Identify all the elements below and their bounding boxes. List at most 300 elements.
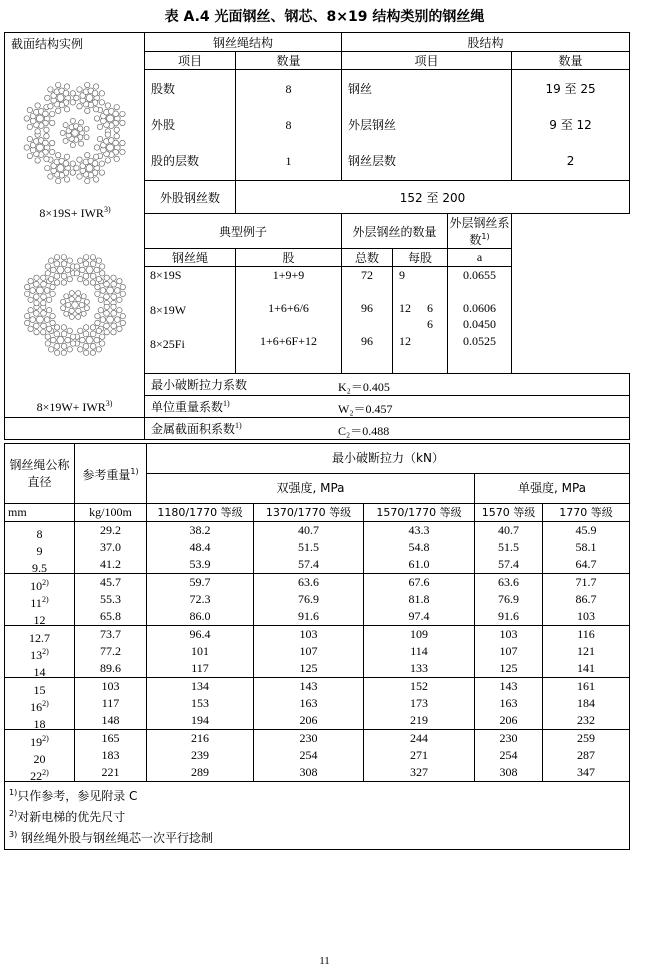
outer-strand	[86, 337, 93, 344]
force-value: 51.5	[498, 540, 519, 554]
outer-strand	[70, 170, 75, 175]
outer-strand	[61, 280, 66, 285]
force-value: 86.0	[189, 609, 211, 623]
force-value: 259	[577, 731, 596, 745]
outer-strand	[54, 325, 59, 330]
outer-count-header: 外层钢丝的数量	[342, 214, 448, 249]
outer-strand	[77, 174, 82, 179]
outer-strand	[104, 275, 109, 280]
outer-strand	[77, 104, 82, 109]
weight-value: 45.7	[100, 575, 121, 589]
outer-strand	[97, 136, 102, 141]
force-value: 271	[410, 748, 428, 762]
force-value: 51.5	[298, 540, 319, 554]
outer-strand	[46, 326, 51, 331]
structure-table	[4, 32, 630, 440]
outer-strand	[113, 140, 119, 146]
outer-strand	[45, 334, 50, 339]
weight-cell	[75, 678, 147, 730]
force-value: 163	[299, 696, 318, 710]
outer-strand	[83, 325, 88, 330]
header-diameter: 钢丝绳公称直径	[5, 444, 75, 504]
outer-strand	[24, 145, 29, 150]
rope-items-cell: 股数 外股 股的层数	[145, 70, 236, 181]
outer-strand	[90, 280, 95, 285]
outer-strand	[107, 316, 114, 323]
outer-strand	[104, 310, 110, 316]
outer-strand	[78, 328, 83, 333]
outer-strand	[45, 95, 50, 100]
col-strand: 股	[236, 249, 342, 267]
outer-strand	[74, 95, 79, 100]
force-value: 239	[191, 748, 209, 762]
force-cell	[254, 730, 364, 782]
outer-strand	[107, 115, 114, 122]
outer-strand	[90, 261, 96, 267]
outer-strand	[96, 258, 101, 263]
outer-strand	[120, 284, 125, 289]
force-cell	[147, 730, 254, 782]
force-value: 103	[577, 609, 596, 623]
force-cell	[475, 678, 543, 730]
force-cell	[475, 626, 543, 678]
force-value: 347	[577, 765, 596, 779]
outer-strand	[30, 288, 36, 294]
header-weight: 参考重量$^{1)}$	[75, 444, 147, 504]
outer-strand	[90, 350, 95, 355]
outer-strand	[114, 133, 119, 138]
col-per-strand: 每股	[393, 249, 448, 267]
outer-strand	[50, 313, 55, 318]
outer-strand	[54, 350, 59, 355]
force-value: 134	[191, 679, 209, 693]
strand-qty-cell: 19 至 25 9 至 12 2	[512, 70, 630, 181]
diameter-value: 12.7	[29, 631, 50, 645]
outer-strand	[28, 297, 33, 302]
outer-strand	[54, 273, 60, 279]
diameter-note-ref: 2)	[42, 734, 49, 743]
force-cell	[475, 522, 543, 574]
outer-strand	[95, 313, 100, 318]
outer-strand	[50, 120, 55, 125]
outer-strand	[54, 280, 59, 285]
outer-strand	[85, 82, 90, 87]
outer-strand	[105, 103, 110, 108]
weight-cell	[75, 574, 147, 626]
force-value: 76.9	[298, 592, 319, 606]
core-strand	[76, 314, 81, 319]
outer-strand	[27, 136, 32, 141]
force-value: 114	[410, 644, 428, 658]
force-value: 48.4	[189, 540, 211, 554]
force-value: 161	[577, 679, 596, 693]
outer-strand	[41, 281, 47, 287]
core-strand	[84, 135, 89, 140]
typical-examples-header: 典型例子	[145, 214, 342, 249]
force-value: 86.7	[575, 592, 597, 606]
force-value: 232	[577, 713, 596, 727]
outer-strand	[46, 308, 51, 313]
diameter-value: 15	[33, 683, 46, 697]
outer-strand	[104, 281, 110, 287]
core-strand	[76, 291, 81, 296]
outer-strand	[74, 271, 79, 276]
force-value: 40.7	[498, 523, 519, 537]
core-strand	[69, 308, 74, 313]
force-cell	[254, 522, 364, 574]
outer-strand	[93, 154, 98, 159]
diameter-value: 11	[30, 596, 42, 610]
outer-strand	[57, 266, 64, 273]
outer-strand	[67, 276, 72, 281]
force-cell	[364, 678, 475, 730]
weight-value: 165	[101, 731, 120, 745]
strand-qty-label: 数量	[512, 52, 630, 70]
header-dual-strength: 双强度, MPa	[147, 474, 475, 504]
force-cell	[147, 678, 254, 730]
diameter-value: 8	[36, 527, 43, 541]
outer-strand	[48, 174, 53, 179]
force-value: 97.4	[408, 609, 430, 623]
outer-strand	[93, 177, 98, 182]
outer-strand	[94, 116, 99, 121]
force-value: 143	[299, 679, 318, 693]
grade-1370: 1370/1770 等级	[254, 504, 364, 522]
force-value: 109	[410, 627, 428, 641]
outer-strand	[99, 91, 104, 96]
outer-strand	[55, 82, 60, 87]
core-strand	[79, 302, 84, 307]
diameter-value: 22	[30, 769, 43, 783]
force-value: 63.6	[298, 575, 319, 589]
outer-strand	[63, 90, 69, 96]
outer-strand	[41, 329, 46, 334]
outer-strand	[36, 287, 43, 294]
force-value: 64.7	[575, 557, 597, 571]
weight-value: 183	[101, 748, 120, 762]
outer-strand	[70, 91, 75, 96]
outer-strand	[57, 337, 64, 344]
notes-cell	[5, 782, 630, 850]
force-value: 63.6	[498, 575, 519, 589]
outer-strand	[93, 107, 98, 112]
force-value: 244	[410, 731, 428, 745]
outer-strand	[44, 156, 49, 161]
outer-strand	[111, 275, 116, 280]
caption-8x19w-cell: $8\times 19W+ IWR^{3)}$	[5, 418, 145, 440]
outer-strand	[86, 266, 93, 273]
diameter-value: 16	[30, 700, 43, 714]
diameter-cell	[5, 574, 75, 626]
diameter-value: 20	[33, 752, 46, 766]
outer-strand	[70, 334, 75, 339]
note-2: $^{2)}$对新电梯的优先尺寸	[9, 809, 126, 824]
outer-strand	[44, 288, 50, 294]
force-cell	[364, 730, 475, 782]
outer-strand	[27, 153, 32, 158]
force-value: 54.8	[408, 540, 430, 554]
outer-strand	[45, 271, 50, 276]
force-value: 219	[410, 713, 428, 727]
outer-strand	[41, 275, 46, 280]
outer-strand	[48, 276, 53, 281]
outer-strand	[83, 261, 89, 267]
outer-strand	[50, 267, 56, 273]
outer-strand	[120, 140, 125, 145]
outer-strand	[85, 152, 90, 157]
outer-strand	[83, 280, 88, 285]
outer-strand	[111, 294, 117, 300]
force-value: 57.4	[498, 557, 519, 571]
outer-strand	[48, 104, 53, 109]
outer-strand	[100, 288, 106, 294]
diameter-value: 18	[33, 717, 46, 731]
outer-strand	[98, 308, 103, 313]
outer-strand	[41, 323, 47, 329]
grade-1570-dual: 1570/1770 等级	[364, 504, 475, 522]
weight-value: 55.3	[100, 592, 121, 606]
force-value: 287	[577, 748, 596, 762]
force-value: 107	[299, 644, 318, 658]
units-row	[5, 504, 630, 522]
outer-strand	[33, 294, 39, 300]
weight-value: 65.8	[100, 609, 121, 623]
caption-8x19s-iwr: $8\times 19S+ IWR^{3)}$	[39, 205, 111, 220]
diameter-value: 14	[33, 665, 46, 679]
strand-item-label: 项目	[342, 52, 512, 70]
example-per-strand-cell: 9 12 6 6 12	[393, 267, 448, 374]
outer-strand	[86, 165, 93, 172]
weight-value: 41.2	[100, 557, 121, 571]
unit-kg: kg/100m	[75, 504, 147, 522]
outer-strand	[50, 284, 55, 289]
table-row	[5, 626, 630, 678]
w-factor-row: 单位重量系数$^{1)}$ W₂＝0.457	[145, 396, 630, 418]
outer-strand	[90, 325, 95, 330]
core-strand	[69, 296, 74, 301]
outer-strand	[61, 331, 67, 337]
force-cell	[364, 522, 475, 574]
outer-strand	[61, 343, 67, 349]
outer-strand	[114, 288, 120, 294]
outer-strand	[120, 320, 125, 325]
outer-strand	[55, 178, 60, 183]
core-strand	[69, 291, 74, 296]
outer-strand	[83, 273, 89, 279]
force-value: 117	[191, 661, 209, 675]
outer-strand	[24, 320, 29, 325]
outer-strand	[41, 310, 47, 316]
outer-wire-value: 152 至 200	[236, 181, 630, 214]
outer-strand	[99, 170, 104, 175]
outer-wire-label: 外股钢丝数	[145, 181, 236, 214]
outer-strand	[99, 264, 104, 269]
outer-strand	[92, 90, 98, 96]
outer-strand	[67, 328, 72, 333]
core-strand	[72, 302, 79, 309]
outer-strand	[120, 149, 125, 154]
outer-strand	[57, 165, 64, 172]
force-value: 91.6	[298, 609, 319, 623]
outer-strand	[34, 329, 39, 334]
core-strand	[64, 294, 69, 299]
header-single-strength: 单强度, MPa	[475, 474, 630, 504]
force-value: 53.9	[189, 557, 211, 571]
force-value: 107	[499, 644, 518, 658]
core-strand	[76, 296, 81, 301]
outer-strand	[44, 133, 49, 138]
outer-strand	[54, 343, 60, 349]
core-strand	[63, 138, 68, 143]
grade-1180: 1180/1770 等级	[147, 504, 254, 522]
outer-strand	[24, 284, 29, 289]
example-ropes-cell: 8×19S 8×19W 8×25Fi	[145, 267, 236, 374]
weight-value: 221	[101, 765, 120, 779]
outer-strand	[35, 103, 40, 108]
force-value: 67.6	[408, 575, 430, 589]
outer-strand	[28, 326, 33, 331]
force-value: 45.9	[575, 523, 597, 537]
outer-strand	[78, 258, 83, 263]
outer-strand	[94, 145, 99, 150]
rope-item-label: 项目	[145, 52, 236, 70]
note-3: $^{3)}$ 钢丝绳外股与钢丝绳芯一次平行捻制	[9, 830, 214, 845]
force-value: 143	[499, 679, 518, 693]
table-title: 表 A.4 光面钢丝、钢芯、8×19 结构类别的钢丝绳	[164, 9, 485, 25]
outer-strand	[107, 287, 114, 294]
outer-strand	[64, 84, 69, 89]
outer-strand	[90, 273, 96, 279]
force-value: 194	[191, 713, 209, 727]
core-strand	[66, 302, 71, 307]
outer-strand	[55, 152, 60, 157]
outer-strand	[36, 115, 43, 122]
force-value: 184	[577, 696, 596, 710]
force-value: 133	[410, 661, 428, 675]
diameter-note-ref: 2)	[42, 768, 49, 777]
strand-items-cell: 钢丝 外层钢丝 钢丝层数	[342, 70, 512, 181]
outer-strand	[50, 291, 55, 296]
force-value: 230	[299, 731, 318, 745]
outer-strand	[61, 273, 67, 279]
outer-strand	[83, 254, 88, 259]
outer-strand	[105, 132, 110, 137]
outer-strand	[64, 177, 69, 182]
force-cell	[147, 626, 254, 678]
outer-strand	[104, 323, 110, 329]
force-value: 57.4	[298, 557, 319, 571]
core-strand	[84, 299, 89, 304]
outer-strand	[55, 108, 60, 113]
force-value: 152	[410, 679, 428, 693]
outer-strand	[111, 304, 116, 309]
col-a: a	[448, 249, 512, 267]
diameter-cell	[5, 678, 75, 730]
outer-strand	[36, 144, 43, 151]
outer-strand	[74, 264, 79, 269]
outer-strand	[45, 264, 50, 269]
section-examples-header: 截面结构实例	[11, 37, 84, 51]
outer-strand	[95, 291, 100, 296]
table-row	[5, 574, 630, 626]
weight-cell	[75, 626, 147, 678]
outer-strand	[50, 111, 55, 116]
force-value: 71.7	[575, 575, 597, 589]
table-row	[5, 522, 630, 574]
outer-strand	[48, 87, 53, 92]
outer-strand	[98, 297, 103, 302]
outer-strand	[92, 161, 98, 167]
outer-strand	[111, 323, 117, 329]
force-cell	[475, 574, 543, 626]
outer-strand	[78, 347, 83, 352]
force-value: 59.7	[189, 575, 211, 589]
force-value: 81.8	[408, 592, 430, 606]
outer-strand	[90, 331, 96, 337]
force-value: 61.0	[408, 557, 430, 571]
outer-strand	[50, 320, 55, 325]
force-value: 101	[191, 644, 209, 658]
breaking-force-table	[4, 443, 630, 850]
force-cell	[543, 522, 630, 574]
outer-strand	[117, 326, 122, 331]
outer-strand	[61, 350, 66, 355]
outer-strand	[83, 350, 88, 355]
outer-strand	[30, 317, 36, 323]
force-value: 163	[499, 696, 518, 710]
force-cell	[147, 574, 254, 626]
outer-strand	[95, 284, 100, 289]
force-value: 43.3	[408, 523, 430, 537]
outer-strand	[104, 294, 110, 300]
example-totals-cell: 72 96 96	[342, 267, 393, 374]
outer-strand	[41, 300, 46, 305]
section-examples-cell	[5, 33, 145, 418]
outer-strand	[117, 308, 122, 313]
force-value: 206	[299, 713, 318, 727]
outer-strand	[46, 297, 51, 302]
force-cell	[475, 730, 543, 782]
outer-strand	[86, 94, 93, 101]
outer-strand	[95, 320, 100, 325]
outer-strand	[54, 331, 60, 337]
unit-mm: mm	[5, 504, 75, 522]
outer-strand	[34, 275, 39, 280]
force-value: 121	[577, 644, 596, 658]
outer-strand	[50, 149, 55, 154]
force-value: 125	[299, 661, 318, 675]
weight-value: 29.2	[100, 523, 121, 537]
core-strand	[79, 141, 84, 146]
outer-strand	[50, 337, 56, 343]
outer-strand	[24, 291, 29, 296]
weight-cell	[75, 522, 147, 574]
outer-strand	[120, 291, 125, 296]
grade-1570: 1570 等级	[475, 504, 543, 522]
weight-value: 148	[101, 713, 120, 727]
outer-strand	[65, 337, 71, 343]
force-value: 141	[577, 661, 596, 675]
outer-strand	[120, 111, 125, 116]
force-cell	[147, 522, 254, 574]
diameter-value: 19	[30, 735, 43, 749]
outer-strand	[70, 161, 75, 166]
outer-strand	[99, 100, 104, 105]
diameter-note-ref: 2)	[41, 595, 49, 604]
outer-strand	[43, 140, 49, 146]
force-value: 254	[499, 748, 518, 762]
force-value: 254	[299, 748, 318, 762]
